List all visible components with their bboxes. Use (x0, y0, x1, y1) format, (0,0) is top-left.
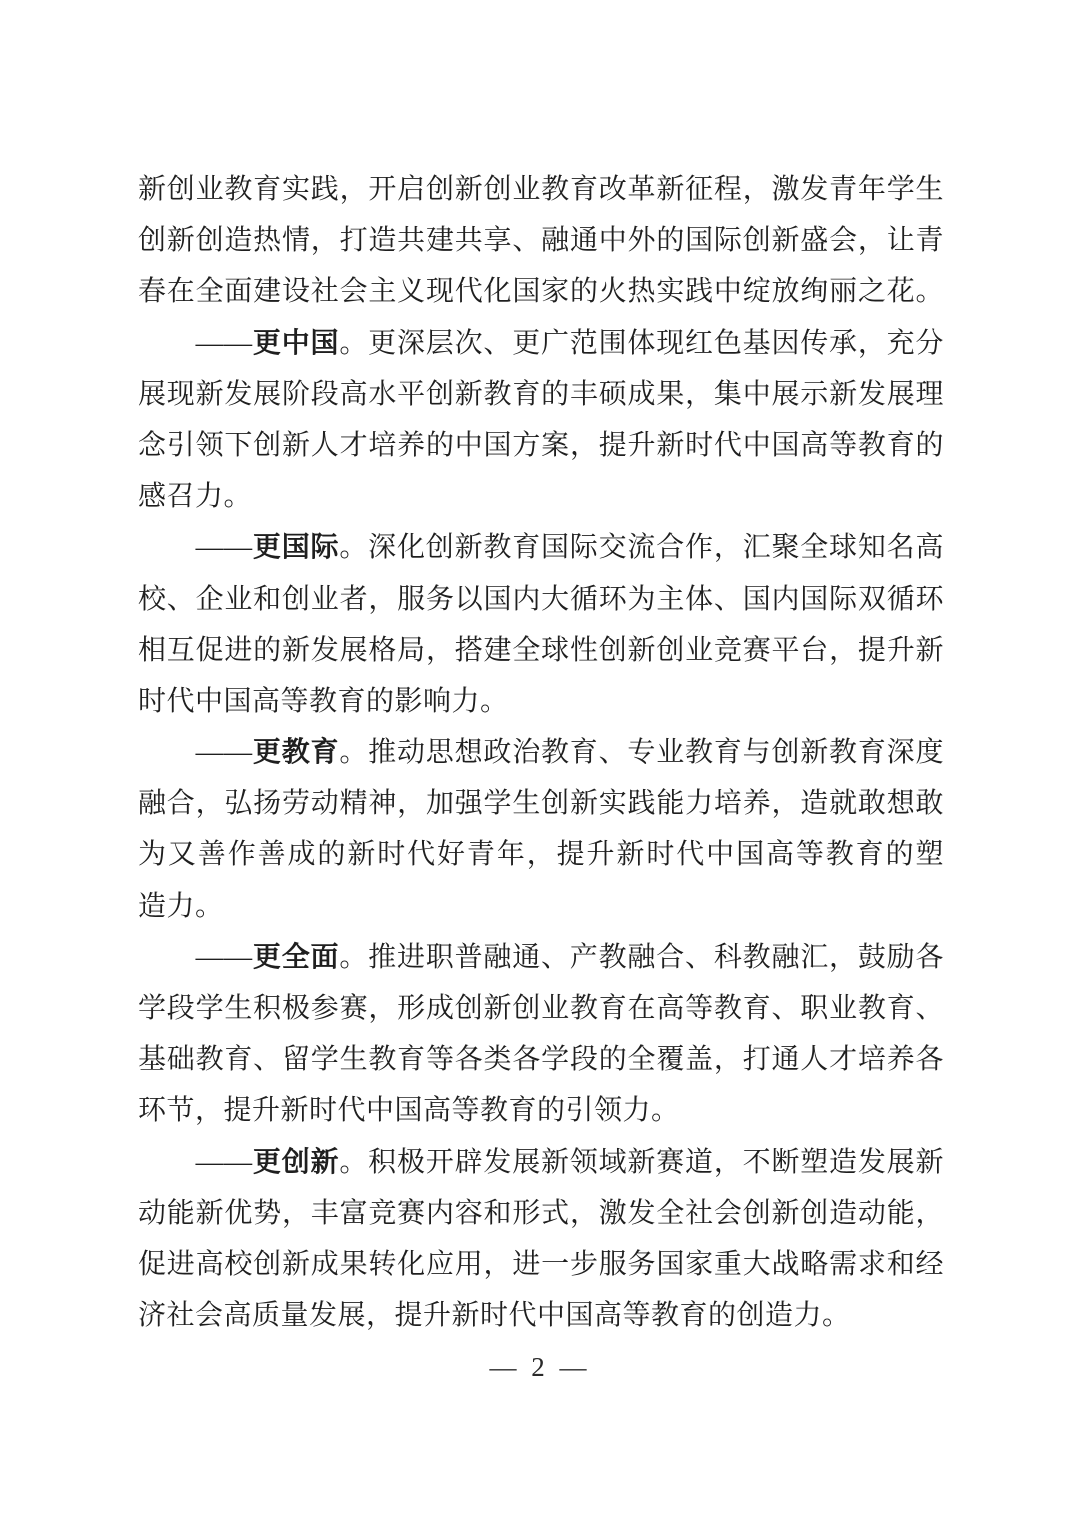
lead-in-emphasis: 更国际 (252, 532, 340, 564)
text-segment: 。推动思想政治教育、专业教育与创新教育深度 (339, 737, 944, 769)
text-line (138, 420, 944, 471)
text-line (138, 522, 944, 573)
text-line (138, 1085, 944, 1136)
text-segment: 相互促进的新发展格局，搭建全球性创新创业竞赛平台，提升新 (138, 634, 944, 666)
text-segment: 促进高校创新成果转化应用，进一步服务国家重大战略需求和经 (138, 1248, 944, 1280)
text-line (138, 778, 944, 829)
text-segment: 融合，弘扬劳动精神，加强学生创新实践能力培养，造就敢想敢 (138, 788, 944, 820)
document-body (138, 164, 944, 1341)
text-line (138, 1290, 944, 1341)
text-line (138, 727, 944, 778)
text-segment: 展现新发展阶段高水平创新教育的丰硕成果，集中展示新发展理 (138, 378, 944, 410)
text-line (138, 1137, 944, 1188)
lead-in-emphasis: 更全面 (252, 941, 340, 973)
text-line (138, 266, 944, 317)
text-segment: —— (138, 1146, 253, 1178)
text-segment: 新创业教育实践，开启创新创业教育改革新征程，激发青年学生 (138, 174, 944, 205)
text-segment: —— (138, 737, 253, 769)
lead-in-emphasis: 更创新 (252, 1146, 340, 1178)
text-line (138, 932, 944, 983)
text-line (138, 369, 944, 420)
text-segment: —— (138, 941, 253, 973)
text-line (138, 676, 944, 727)
lead-in-emphasis: 更中国 (252, 327, 340, 359)
text-segment: 为又善作善成的新时代好青年，提升新时代中国高等教育的塑 (138, 839, 944, 871)
text-line (138, 1034, 944, 1085)
text-segment: 环节，提升新时代中国高等教育的引领力。 (138, 1095, 680, 1127)
text-segment: 。深化创新教育国际交流合作，汇聚全球知名高 (339, 532, 944, 564)
text-segment: 时代中国高等教育的影响力。 (138, 685, 509, 717)
text-segment: 念引领下创新人才培养的中国方案，提升新时代中国高等教育的 (138, 429, 944, 461)
text-line (138, 1239, 944, 1290)
text-segment: —— (138, 327, 253, 359)
text-line (138, 1188, 944, 1239)
text-line (138, 318, 944, 369)
text-line (138, 215, 944, 266)
text-segment: 基础教育、留学生教育等各类各学段的全覆盖，打通人才培养各 (138, 1044, 944, 1076)
text-line (138, 625, 944, 676)
page-number: — 2 — (489, 1352, 591, 1382)
text-line (138, 983, 944, 1034)
text-segment: 春在全面建设社会主义现代化国家的火热实践中绽放绚丽之花。 (138, 276, 944, 308)
text-segment: 校、企业和创业者，服务以国内大循环为主体、国内国际双循环 (138, 583, 944, 615)
text-line (138, 829, 944, 880)
text-segment: 。更深层次、更广范围体现红色基因传承，充分 (339, 327, 944, 359)
text-line (138, 881, 944, 932)
lead-in-emphasis: 更教育 (252, 737, 340, 769)
text-segment: —— (138, 532, 253, 564)
text-line (138, 164, 944, 215)
text-segment: 济社会高质量发展，提升新时代中国高等教育的创造力。 (138, 1300, 851, 1332)
text-line (138, 574, 944, 625)
text-segment: 。推进职普融通、产教融合、科教融汇，鼓励各 (339, 941, 944, 973)
text-segment: 。积极开辟发展新领域新赛道，不断塑造发展新 (339, 1146, 944, 1178)
text-segment: 感召力。 (138, 481, 253, 513)
text-segment: 造力。 (138, 890, 224, 922)
text-segment: 动能新优势，丰富竞赛内容和形式，激发全社会创新创造动能， (138, 1197, 944, 1229)
text-line (138, 471, 944, 522)
text-segment: 创新创造热情，打造共建共享、融通中外的国际创新盛会，让青 (138, 225, 944, 257)
text-segment: 学段学生积极参赛，形成创新创业教育在高等教育、职业教育、 (138, 993, 944, 1024)
